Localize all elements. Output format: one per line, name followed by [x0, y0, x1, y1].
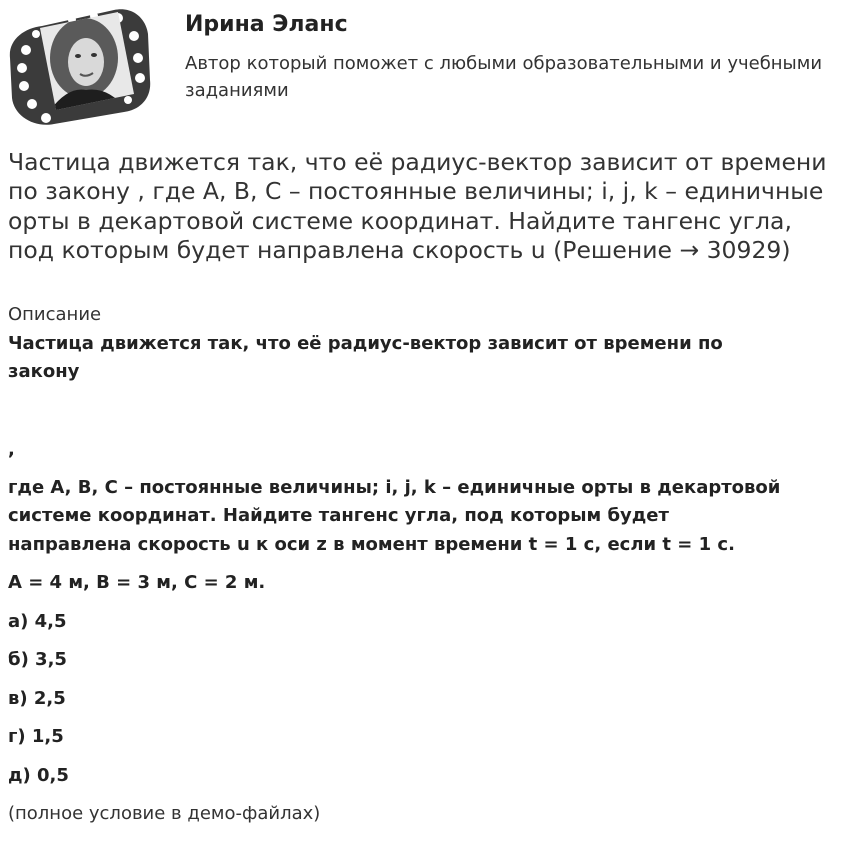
author-description: Автор который поможет с любыми образовательными и учебными заданиями [185, 53, 823, 101]
author-card [0, 0, 847, 135]
description-body-line3: направлена скорость u к оси z в момент времени t = 1 с, если t = 1 с. [8, 534, 735, 555]
demo-files-note: (полное условие в демо-файлах) [8, 803, 321, 824]
answer-option: б) 3,5 [8, 649, 67, 670]
description-intro-line2: закону [8, 361, 80, 382]
description-label: Описание [8, 304, 102, 325]
description-body-line1: где A, B, C – постоянные величины; i, j, k – единичные орты в декартовой [8, 477, 781, 498]
page-title: Частица движется так, что её радиус-вектор зависит от времени по закону , где A, B, C – постоянные величины; i, j, k – единичные орты в декартовой системе координат. Найдите тангенс угла, под которым будет направлена скорость u (Решение → 30929) [8, 148, 827, 264]
answer-option: а) 4,5 [8, 611, 67, 632]
answer-option: д) 0,5 [8, 765, 69, 786]
given-values: A = 4 м, B = 3 м, C = 2 м. [8, 572, 266, 593]
answer-option: г) 1,5 [8, 726, 64, 747]
answer-option: в) 2,5 [8, 688, 66, 709]
author-name[interactable]: Ирина Эланс [185, 12, 348, 37]
description-comma: , [8, 439, 15, 460]
description-intro-line1: Частица движется так, что её радиус-вектор зависит от времени по [8, 333, 723, 354]
author-avatar [6, 6, 152, 128]
description-body-line2: системе координат. Найдите тангенс угла, под которым будет [8, 505, 669, 526]
